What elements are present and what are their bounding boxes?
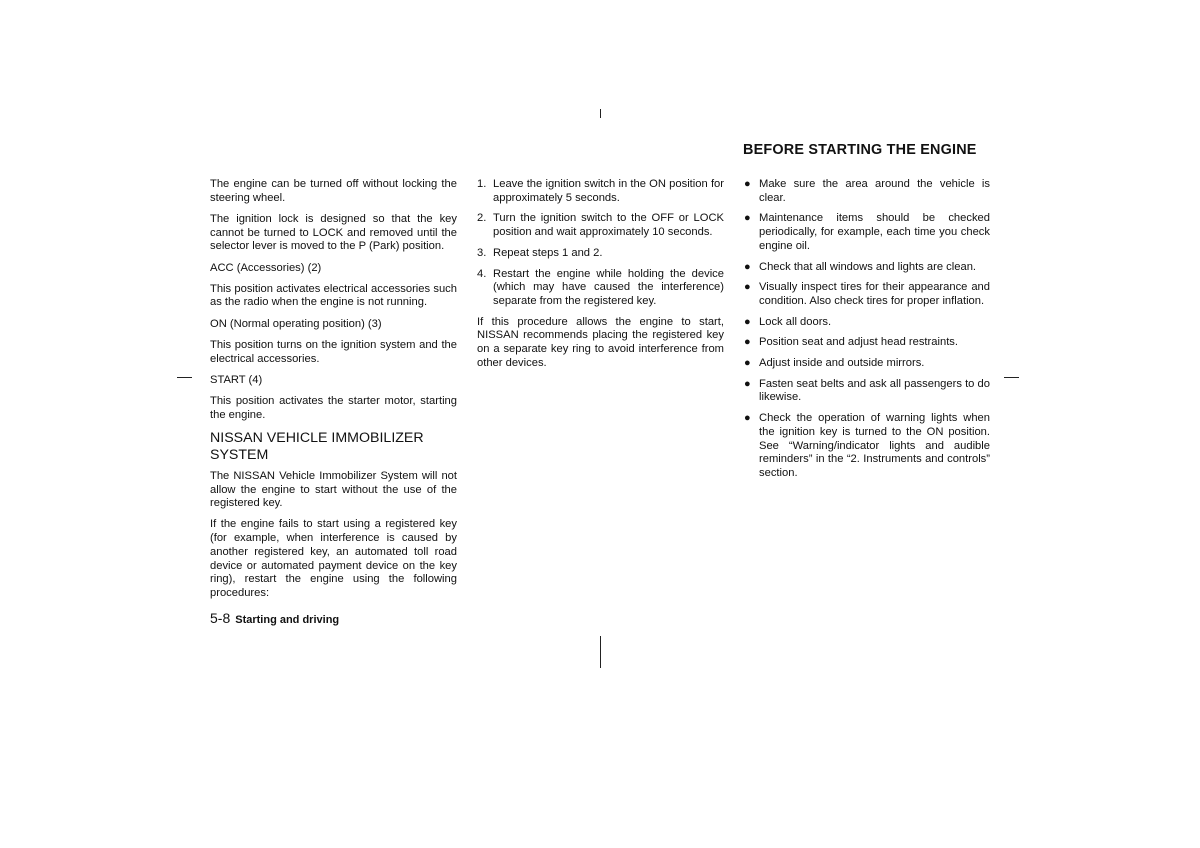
on-description: This position turns on the ignition system and the electrical accessories.	[210, 338, 457, 365]
checklist-text: Check that all windows and lights are clean.	[759, 260, 977, 273]
steering-lock-paragraph: The engine can be turned off without locking the steering wheel.	[210, 178, 457, 204]
step-text: Repeat steps 1 and 2.	[493, 246, 603, 259]
bullet-icon: ●	[744, 357, 751, 370]
immobilizer-paragraph-1: The NISSAN Vehicle Immobilizer System will not allow the engine to start without the use of the registered key.	[210, 469, 457, 510]
left-crop-mark	[177, 377, 192, 378]
middle-column	[477, 178, 724, 378]
bullet-icon: ●	[744, 336, 751, 349]
checklist-item	[743, 378, 990, 405]
checklist-text: Position seat and adjust head restraints.	[759, 336, 959, 349]
bullet-icon: ●	[744, 178, 751, 190]
right-column	[743, 178, 990, 488]
bullet-icon: ●	[744, 315, 751, 328]
checklist-item	[743, 261, 990, 275]
checklist-text: Maintenance items should be checked periodically, for example, each time you check engine oil.	[759, 212, 990, 252]
start-label: START (4)	[210, 373, 263, 386]
checklist-text: Fasten seat belts and ask all passengers to do likewise.	[759, 377, 990, 404]
step-text: Restart the engine while holding the device (which may have caused the interference) separate from the registered key.	[493, 267, 724, 307]
checklist-item	[743, 212, 990, 253]
step-number: 1.	[477, 178, 487, 190]
step-number: 4.	[477, 267, 487, 280]
procedure-step	[477, 178, 724, 205]
page-footer	[210, 609, 339, 629]
bottom-crop-mark	[600, 636, 601, 668]
left-column	[210, 178, 457, 608]
checklist-text: Make sure the area around the vehicle is clear.	[759, 178, 990, 204]
acc-label: ACC (Accessories) (2)	[210, 261, 322, 274]
procedure-step	[477, 247, 724, 261]
checklist-text: Lock all doors.	[759, 315, 832, 328]
immobilizer-paragraph-2: If the engine fails to start using a registered key (for example, when interference is caused by another registered key, an automated toll road device or automated payment device on the key ring), restart the engine using the following procedures:	[210, 518, 457, 599]
immobilizer-heading: NISSAN VEHICLE IMMOBILIZER SYSTEM	[210, 429, 424, 463]
section-title: BEFORE STARTING THE ENGINE	[743, 142, 977, 158]
step-number: 2.	[477, 212, 487, 225]
checklist-item	[743, 281, 990, 308]
step-number: 3.	[477, 246, 487, 259]
start-description: This position activates the starter motor, starting the engine.	[210, 394, 457, 421]
checklist-text: Check the operation of warning lights when the ignition key is turned to the ON position. See “Warning/indicator lights and audible reminders” in the “2. Instruments and controls” section.	[759, 412, 990, 479]
page-number: 5-8	[210, 610, 231, 626]
checklist-item	[743, 336, 990, 350]
bullet-icon: ●	[744, 212, 751, 225]
procedure-step	[477, 268, 724, 309]
checklist-item	[743, 178, 990, 205]
checklist-text: Adjust inside and outside mirrors.	[759, 357, 925, 370]
procedure-step	[477, 212, 724, 239]
checklist-item	[743, 316, 990, 330]
on-label: ON (Normal operating position) (3)	[210, 317, 382, 330]
checklist-text: Visually inspect tires for their appearance and condition. Also check tires for proper inflation.	[759, 281, 990, 307]
bullet-icon: ●	[744, 377, 751, 390]
procedure-closing-paragraph: If this procedure allows the engine to start, NISSAN recommends placing the registered key on a separate key ring to avoid interference from other devices.	[477, 315, 724, 369]
right-crop-mark	[1004, 377, 1019, 378]
step-text: Leave the ignition switch in the ON position for approximately 5 seconds.	[493, 178, 724, 204]
checklist-item	[743, 412, 990, 481]
top-crop-mark	[600, 109, 601, 118]
checklist-item	[743, 357, 990, 371]
ignition-lock-paragraph: The ignition lock is designed so that the key cannot be turned to LOCK and removed until the selector lever is moved to the P (Park) position.	[210, 212, 457, 253]
bullet-icon: ●	[744, 260, 751, 273]
bullet-icon: ●	[744, 281, 751, 294]
footer-section-name: Starting and driving	[235, 614, 340, 626]
step-text: Turn the ignition switch to the OFF or LOCK position and wait approximately 10 seconds.	[493, 212, 724, 239]
bullet-icon: ●	[744, 412, 751, 425]
acc-description: This position activates electrical accessories such as the radio when the engine is not running.	[210, 282, 457, 309]
